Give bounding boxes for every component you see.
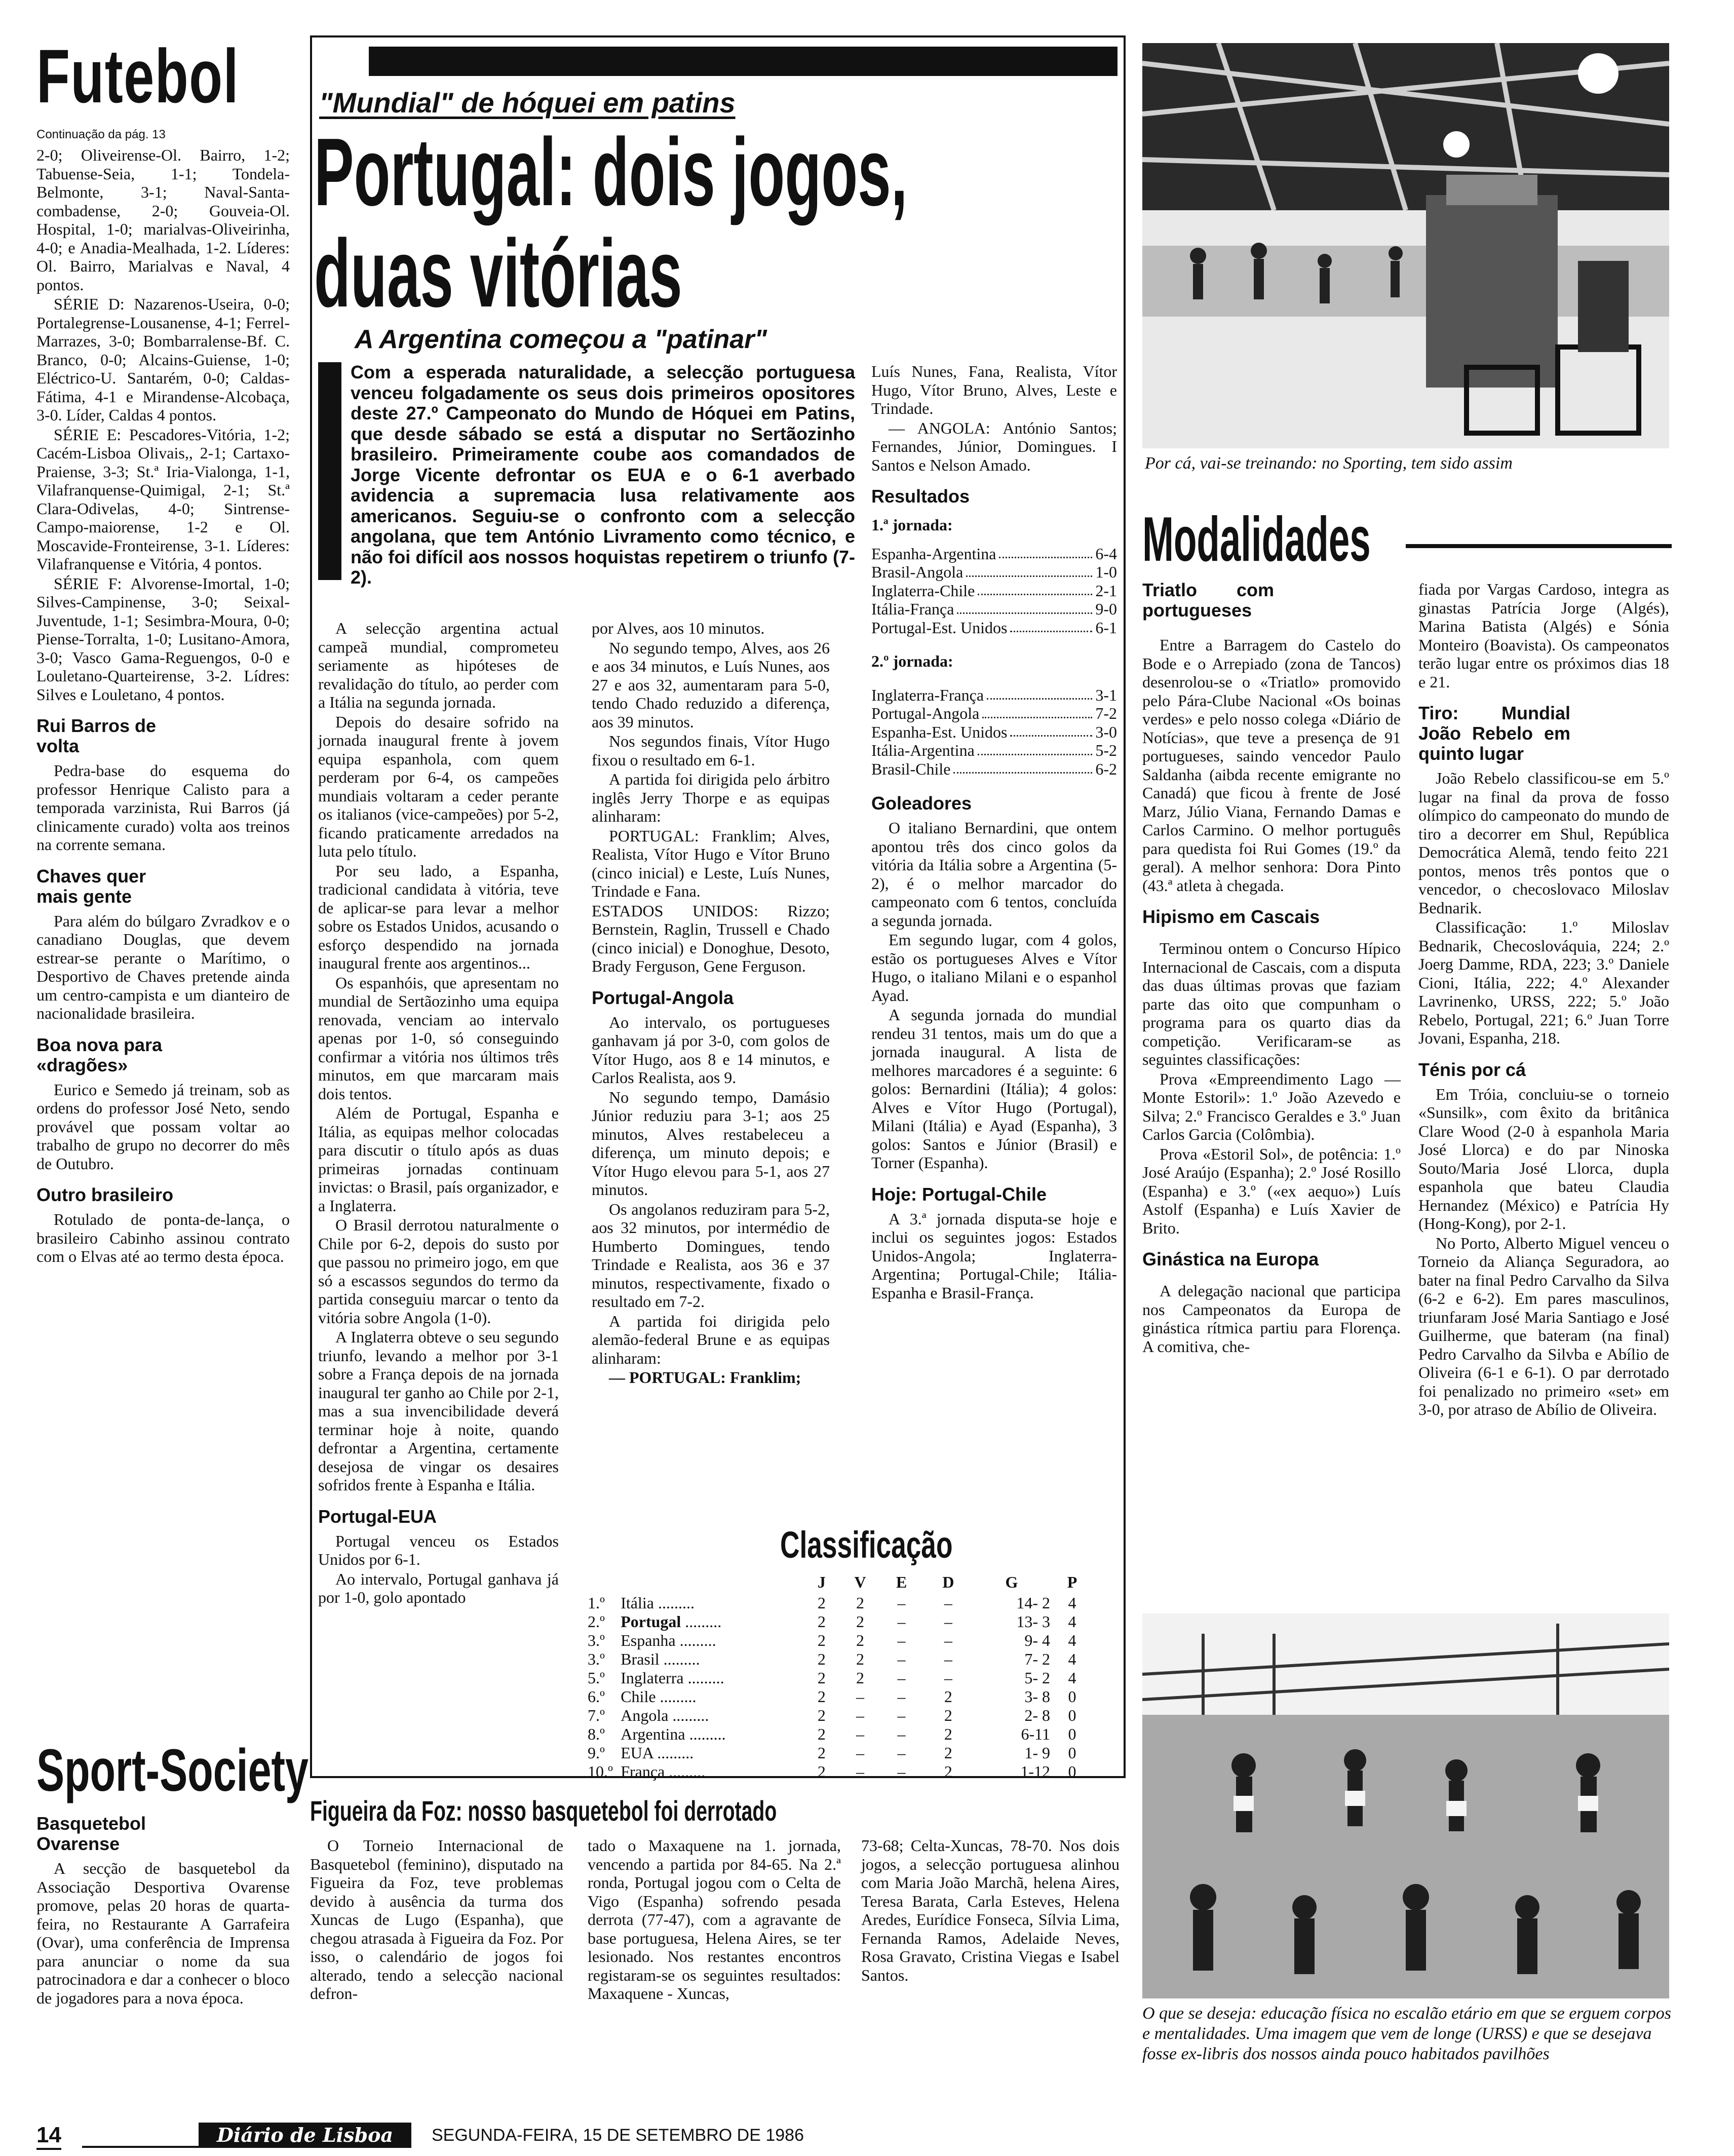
- result-row: Inglaterra-Chile 2-1: [871, 581, 1117, 600]
- masthead: Diário de Lisboa: [199, 2123, 411, 2148]
- result-row: Portugal-Est. Unidos 6-1: [871, 618, 1117, 637]
- para: A selecção argentina actual campeã mundial, comprometeu seriamente as hipóteses de revalidação do título, ao perder com a Itália na segunda jornada.: [318, 619, 559, 711]
- result-row: Itália-França 9-0: [871, 600, 1117, 618]
- para: No segundo tempo, Alves, aos 26 e aos 34 minutos, e Luís Nunes, aos 27 e aos 32, aumentaram para 5-0, tendo Chado reduzido a diferença, aos 39 minutos.: [592, 638, 830, 731]
- footer-rule: [82, 2146, 199, 2148]
- jornada1-heading: 1.ª jornada:: [871, 516, 953, 534]
- top-black-bar: [369, 47, 1118, 76]
- regional-results: [36, 146, 290, 704]
- ginastica-heading: Ginástica na Europa: [1142, 1249, 1319, 1269]
- rui-barros-heading: Rui Barros de volta: [36, 715, 157, 756]
- result-row: Brasil-Angola 1-0: [871, 563, 1117, 581]
- continuation-note: Continuação da pág. 13: [36, 128, 166, 141]
- modalidades-title: Modalidades: [1142, 507, 1371, 572]
- para: O Brasil derrotou naturalmente o Chile por 6-2, depois do susto por que passou no primeiro jogo, em que só a escassos segundos do termo da partida conseguiu marcar o tento da vitória sobre Angola (1-0).: [318, 1216, 559, 1327]
- table-row: 5.º Inglaterra ......... 2 2 – – 5- 2 4: [588, 1669, 1076, 1687]
- classificacao-title: Classificação: [780, 1525, 953, 1565]
- urss-gymnastics-photo: [1142, 1613, 1669, 1998]
- para: Portugal venceu os Estados Unidos por 6-1.: [318, 1531, 559, 1568]
- para: A delegação nacional que participa nos Campeonatos da Europa de ginástica rítmica partiu para Florença. A comitiva, che-: [1142, 1282, 1401, 1356]
- sporting-training-photo: [1142, 43, 1669, 448]
- results-para: SÉRIE D: Nazarenos-Useira, 0-0; Portalegrense-Lousanense, 4-1; Ferrel-Marrazes, 3-0; Bombarralense-Bf. C. Branco, 0-0; Alcains-Guiense, 1-0; Eléctrico-U. Santarém, 0-0; Caldas-Fátima, 4-1 e Mirandense-Alcobaça, 3-0. Líder, Caldas 4 pontos.: [36, 295, 290, 424]
- result-row: Itália-Argentina 5-2: [871, 741, 1117, 759]
- table-row: 6.º Chile ......... 2 – – 2 3- 8 0: [588, 1687, 1076, 1706]
- results-para: SÉRIE E: Pescadores-Vitória, 1-2; Cacém-Lisboa Olivais,, 2-1; Cartaxo-Praiense, 3-3; St.ª Iria-Vialonga, 1-1, Vilafranquense-Quimigal, 2-1; St.ª Clara-Odivelas, 4-0; Sintrense-Campo-maiorense, 1-2 e Ol. Moscavide-Fronteirense, 3-1. Líderes: Vilafranquense e Vitória, 4 pontos.: [36, 425, 290, 573]
- table-row: 8.º Argentina ......... 2 – – 2 6-11 0: [588, 1725, 1076, 1743]
- table-row: 7.º Angola ......... 2 – – 2 2- 8 0: [588, 1706, 1076, 1724]
- figueira-col-3: 73-68; Celta-Xuncas, 78-70. Nos dois jogos, a selecção portuguesa alinhou com Maria João Marchã, helena Aires, Teresa Barata, Carla Esteves, Helena Aredes, Eurídice Fonseca, Sílvia Lima, Fernanda Ramos, Adelaide Neves, Rosa Gravato, Cristina Viegas e Isabel Santos.: [861, 1836, 1120, 1984]
- jornada2-heading: 2.º jornada:: [871, 652, 953, 670]
- para: A partida foi dirigida pelo alemão-federal Brune e as equipas alinharam:: [592, 1312, 830, 1367]
- basket-text: A secção de basquetebol da Associação Desportiva Ovarense promove, pelas 20 horas de quarta-feira, no Restaurante A Garrafeira (Ovar), uma conferência de Imprensa para anunciar o nome da sua patrocinadora e dar a conhecer o bloco de jogadores para a nova época.: [36, 1859, 290, 2007]
- table-header: J V E D G P: [817, 1572, 1077, 1591]
- para: Os espanhóis, que apresentam no mundial de Sertãozinho uma equipa renovada, venciam ao intervalo apenas por 1-0, só conseguindo confirmar a vitória nos últimos três minutos, em que marcaram mais dois tentos.: [318, 973, 559, 1103]
- table-row: 1.º Itália ......... 2 2 – – 14- 2 4: [588, 1594, 1076, 1612]
- figueira-title: Figueira da Foz: nosso basquetebol foi derrotado: [310, 1795, 777, 1827]
- lineup-usa: ESTADOS UNIDOS: Rizzo; Bernstein, Raglin, Trussell e Chado (cinco inicial) e Donoghue, Desoto, Brady Ferguson, Gene Ferguson.: [592, 901, 830, 975]
- page-number: 14: [36, 2123, 61, 2150]
- children-gym-illustration: [1142, 1613, 1669, 1998]
- para: por Alves, aos 10 minutos.: [592, 619, 765, 637]
- photo2-caption: O que se deseja: educação física no escalão etário em que se erguem corpos e mentalidades. Uma imagem que vem de longe (URSS) e que se desejava fosse ex-libris dos nossos ainda pouco habitados pavilhões: [1142, 2004, 1671, 2063]
- modalidades-col-1: [1142, 580, 1401, 1357]
- para: No Porto, Alberto Miguel venceu o Torneio da Aliança Seguradora, ao bater na final Pedro Carvalho da Silva (6-2 e 6-2). Em pares masculinos, triunfaram José Maria Santiago e José Guilherme, que bateram (na final) Pedro Carvalho da Silvba e Abílio de Oliveira (6-1 e 6-1). O par derrotado foi penalizado no primeiro «set» em 3-0, por atraso de Abílio de Oliveira.: [1418, 1234, 1669, 1418]
- basket-heading: Basquetebol Ovarense: [36, 1813, 146, 1854]
- jornada1-list: [871, 545, 1117, 637]
- table-row: 9.º EUA ......... 2 – – 2 1- 9 0: [588, 1744, 1076, 1762]
- result-row: Portugal-Angola 7-2: [871, 704, 1117, 722]
- table-row: 10.º França ......... 2 – – 2 1-12 0: [588, 1762, 1076, 1781]
- para: Luís Nunes, Fana, Realista, Vítor Hugo, Vítor Bruno, Alves, Leste e Trindade.: [871, 362, 1117, 417]
- result-row: Espanha-Argentina 6-4: [871, 544, 1117, 563]
- hipismo-heading: Hipismo em Cascais: [1142, 906, 1320, 927]
- para: A Inglaterra obteve o seu segundo triunfo, levando a melhor por 3-1 sobre a França depois de na jornada inaugural ter ganho ao Chile por 2-1, mas a sua invencibilidade deverá terminar hoje à noite, quando defrontar a Argentina, certamente desejosa de vingar os desaires sofridos frente à Espanha e Itália.: [318, 1328, 559, 1494]
- hockey-col-3: [871, 362, 1117, 1303]
- figueira-col-1: O Torneio Internacional de Basquetebol (feminino), disputado na Figueira da Foz, teve problemas devido à ausência da turma dos Xuncas de Lugo (Espanha), que chegou atrasada à Figueira da Foz. Por isso, o calendário de jogos foi alterado, tendo a selecção nacional defron-: [310, 1836, 563, 2003]
- headline: Portugal: dois jogos, duas vitórias: [314, 122, 908, 324]
- table-row: 3.º Espanha ......... 2 2 – – 9- 4 4: [588, 1631, 1076, 1649]
- modalidades-header: [1142, 507, 1674, 572]
- para: A segunda jornada do mundial rendeu 31 tentos, mais um do que a jornada inaugural. A lista de melhores marcadores é a seguinte: 6 golos: Bernardini (Itália); 4 golos: Alves e Vítor Hugo (Portugal), Milani (Itália) e Ayad (Espanha), 3 golos: Santos e Júnior (Brasil) e Torner (Espanha).: [871, 1006, 1117, 1172]
- brasileiro-text: Rotulado de ponta-de-lança, o brasileiro Cabinho assinou contrato com o Elvas até ao termo desta época.: [36, 1210, 290, 1265]
- para: Ao intervalo, Portugal ganhava já por 1-0, golo apontado: [318, 1569, 559, 1606]
- result-row: Inglaterra-França 3-1: [871, 685, 1117, 704]
- futebol-title: Futebol: [36, 35, 240, 117]
- table-row: 3.º Brasil ......... 2 2 – – 7- 2 4: [588, 1650, 1076, 1668]
- hockey-col-1: [318, 619, 559, 1608]
- chaves-heading: Chaves quer mais gente: [36, 865, 146, 907]
- para: O italiano Bernardini, que ontem apontou três dos cinco golos da vitória da Itália sobre a Argentina (5-2), é o melhor marcador do campeonato com 6 tentos, concluída a segunda jornada.: [871, 819, 1117, 930]
- para: Nos segundos finais, Vítor Hugo fixou o resultado em 6-1.: [592, 732, 830, 769]
- result-row: Espanha-Est. Unidos 3-0: [871, 722, 1117, 741]
- para: Depois do desaire sofrido na jornada inaugural frente à jovem equipa espanhola, com quem perderam por 6-4, os campeões mundiais voltaram a ceder perante os italianos (vice-campeões) por 5-2, ficando praticamente arredados na luta pelo título.: [318, 712, 559, 860]
- para: Os angolanos reduziram para 5-2, aos 32 minutos, por intermédio de Humberto Domingues, tendo Trindade e Realista, aos 36 e 37 minutos, respectivamente, fixado o resultado em 7-2.: [592, 1200, 830, 1311]
- classificacao-table: [588, 1570, 1094, 1781]
- tenis-heading: Ténis por cá: [1418, 1059, 1526, 1080]
- basket-ovarense: [36, 1814, 290, 2008]
- lineup-angola: — ANGOLA: António Santos; Fernandes, Júnior, Domingues. I Santos e Nelson Amado.: [871, 418, 1117, 474]
- brasileiro-heading: Outro brasileiro: [36, 1184, 174, 1205]
- results-para: SÉRIE F: Alvorense-Imortal, 1-0; Silves-Campinense, 3-0; Seixal-Juventude, 1-1; Sesimbra-Moura, 0-0; Piense-Torralta, 1-0; Lusitano-Amora, 3-0; Vasco Gama-Reguengos, 0-0 e Louletano-Quarteirense, 3-2. Lídres: Silves e Louletano, 4 pontos.: [36, 574, 290, 704]
- para: Ao intervalo, os portugueses ganhavam já por 3-0, com golos de Vítor Hugo, aos 8 e 14 minutos, e Carlos Realista, aos 9.: [592, 1013, 830, 1087]
- lineup-portugal-2: — PORTUGAL: Franklim;: [609, 1368, 801, 1387]
- resultados-heading: Resultados: [871, 486, 970, 507]
- triatlo-heading: Triatlo com portugueses: [1142, 580, 1274, 621]
- kicker: "Mundial" de hóquei em patins: [319, 87, 736, 119]
- para: João Rebelo classificou-se em 5.º lugar na final da prova de fosso olímpico do campeonato do mundo de tiro a decorrer em Shul, República Democrática Alemã, tendo feito 221 pontos, menos três pontos que o vencedor, o checoslovaco Miloslav Bednarik.: [1418, 769, 1669, 917]
- para: Em segundo lugar, com 4 golos, estão os portugueses Alves e Vítor Hugo, o italiano Milani e o espanhol Ayad.: [871, 931, 1117, 1005]
- dragoes-heading: Boa nova para «dragões»: [36, 1034, 163, 1075]
- rui-barros-text: Pedra-base do esquema do professor Henrique Calisto para a temporada varzinista, Rui Barros (já clinicamente curado) volta aos treinos na corrente semana.: [36, 761, 290, 854]
- date-line: SEGUNDA-FEIRA, 15 DE SETEMBRO DE 1986: [432, 2126, 804, 2145]
- para: Além de Portugal, Espanha e Itália, as equipas melhor colocadas para discutir o título após as duas primeiras jornadas continuam invictas: o Brasil, país organizador, e a Inglaterra.: [318, 1104, 559, 1215]
- dragoes-text: Eurico e Semedo já treinam, sob as ordens do professor José Neto, sendo provável que possam voltar ao trabalho de grupo no decorrer do mês de Outubro.: [36, 1080, 290, 1173]
- jornada2-list: [871, 686, 1117, 779]
- figueira-col-2: tado o Maxaquene na 1. jornada, vencendo a partida por 84-65. Na 2.ª ronda, Portugal jogou com o Celta de Vigo (Espanha) sofrendo pesada derrota (77-47), com a agravante de base portuguesa, Helena Aires, se ter lesionado. Nos restantes encontros registaram-se os seguintes resultados: Maxaquene - Xuncas,: [588, 1836, 841, 2003]
- goleadores-heading: Goleadores: [871, 793, 972, 814]
- results-para: 2-0; Oliveirense-Ol. Bairro, 1-2; Tabuense-Seia, 1-1; Tondela-Belmonte, 3-1; Naval-Santa-combadense, 2-0; Gouveia-Ol. Hospital, 1-0; marialvas-Oliveirinha, 4-0; e Anadia-Mealhada, 1-2. Líderes: Ol. Bairro, Marialvas e Naval, 4 pontos.: [36, 146, 290, 294]
- modalidades-col-2: [1418, 580, 1669, 1420]
- para: Prova «Estoril Sol», de potência: 1.º José Araújo (Espanha); 2.º José Rosillo (Espanha) e 3.º («ex aequo») Luís Astolf (Espanha) e Luís Xavier de Brito.: [1142, 1144, 1401, 1237]
- photo1-caption: Por cá, vai-se treinando: no Sporting, tem sido assim: [1145, 454, 1513, 473]
- para: Terminou ontem o Concurso Hípico Internacional de Cascais, com a disputa das duas últimas provas que faziam parte das oito que compunham o programa para os quarto dias da competição. Verificaram-se as seguintes classificações:: [1142, 939, 1401, 1068]
- para: fiada por Vargas Cardoso, integra as ginastas Patrícia Jorge (Algés), Marina Batista (Algés) e Sónia Monteiro (Boavista). Os campeonatos terão lugar entre os próximos dias 18 e 21.: [1418, 580, 1669, 691]
- para: Em Tróia, concluiu-se o torneio «Sunsilk», com êxito da britânica Clare Wood (2-0 à espanhola Maria José Llorca) e do par Ninoska Souto/Maria José Llorca, dupla espanhola que bateu Claudia Hernandez (México) e Patrícia Hy (Hong-Kong), por 2-1.: [1418, 1085, 1669, 1233]
- tiro-heading: Tiro: Mundial João Rebelo em quinto lugar: [1418, 703, 1570, 764]
- para: Por seu lado, a Espanha, tradicional candidata à vitória, teve de aplicar-se para levar a melhor sobre os Estados Unidos, acusando o esforço despendido na jornada inaugural frente aos argentinos...: [318, 861, 559, 972]
- lead-block: [318, 362, 855, 588]
- para: Entre a Barragem do Castelo do Bode e o Arrepiado (zona de Tancos) desenrolou-se o «Triatlo» promovido pelo Pára-Clube Nacional «Os boinas verdes» e pelo nosso colega «Diário de Notícias», que teve a presença de 91 portugueses, saindo vencedor Paulo Saldanha (aibda recente emigrante no Canadá) que ficou à frente de José Marz, Júlio Viana, Fernando Damas e Carlos Carmino. O melhor português para quedista foi Rui Gomes (19.º da geral). A melhor senhora: Dora Pinto (43.ª atleta à chegada.: [1142, 636, 1401, 895]
- modalidades-rule: [1406, 544, 1672, 548]
- para: Classificação: 1.º Miloslav Bednarik, Checoslováquia, 224; 2.º Joerg Damme, RDA, 223; 3.º Daniele Cioni, Itália, 222; 4.º Alexander Lavrinenko, URSS, 222; 5.º João Rebelo, Portugal, 221; 6.º Juan Torre Jovani, Espanha, 218.: [1418, 918, 1669, 1047]
- table-row: 2.º Portugal ......... 2 2 – – 13- 3 4: [588, 1612, 1076, 1631]
- hoje-heading: Hoje: Portugal-Chile: [871, 1183, 1047, 1205]
- subhead: A Argentina começou a "patinar": [355, 325, 767, 354]
- footer: [36, 2123, 1668, 2148]
- gym-illustration: [1142, 43, 1669, 448]
- para: A partida foi dirigida pelo árbitro inglês Jerry Thorpe e as equipas alinharam:: [592, 770, 830, 825]
- left-column: [36, 35, 290, 1819]
- sport-society-title: Sport-Society: [36, 1737, 309, 1804]
- lead-paragraph: Com a esperada naturalidade, a selecção portuguesa venceu folgadamente os seus dois primeiros opositores deste 27.º Campeonato do Mundo de Hóquei em Patins, que desde sábado se está a disputar no Sertãozinho brasileiro. Primeiramente coube aos comandados de Jorge Vicente defrontar os EUA e o 6-1 averbado avidencia a supremacia lusa relativamente aos americanos. Seguiu-se o confronto com a selecção angolana, que tem António Livramento como técnico, e não foi difícil aos nossos hoquistas repetirem o triunfo (7-2).: [351, 362, 855, 588]
- drop-cap: I: [318, 362, 341, 580]
- para: Prova «Empreendimento Lago — Monte Estoril»: 1.º João Azevedo e Silva; 2.º Francisco Geraldes e 3.º Juan Carlos Garcia (Colômbia).: [1142, 1069, 1401, 1143]
- lineup-portugal: PORTUGAL: Franklim; Alves, Realista, Vítor Hugo e Vítor Bruno (cinco inicial) e Leste, Luís Nunes, Trindade e Fana.: [592, 826, 830, 900]
- portugal-angola-heading: Portugal-Angola: [592, 987, 734, 1008]
- result-row: Brasil-Chile 6-2: [871, 759, 1117, 778]
- hockey-col-2: [592, 619, 830, 1388]
- para: No segundo tempo, Damásio Júnior reduziu para 3-1; aos 25 minutos, Alves restabeleceu a diferença, um minuto depois; e Vítor Hugo elevou para 5-1, aos 27 minutos.: [592, 1088, 830, 1199]
- para: A 3.ª jornada disputa-se hoje e inclui os seguintes jogos: Estados Unidos-Angola; Inglaterra-Argentina; Portugal-Chile; Itália-Espanha e Brasil-França.: [871, 1209, 1117, 1302]
- chaves-text: Para além do búlgaro Zvradkov e o canadiano Douglas, que devem estrear-se perante o Marítimo, o Desportivo de Chaves pretende ainda um centro-campista e um dianteiro de nacionalidade brasileira.: [36, 911, 290, 1022]
- portugal-eua-heading: Portugal-EUA: [318, 1506, 437, 1527]
